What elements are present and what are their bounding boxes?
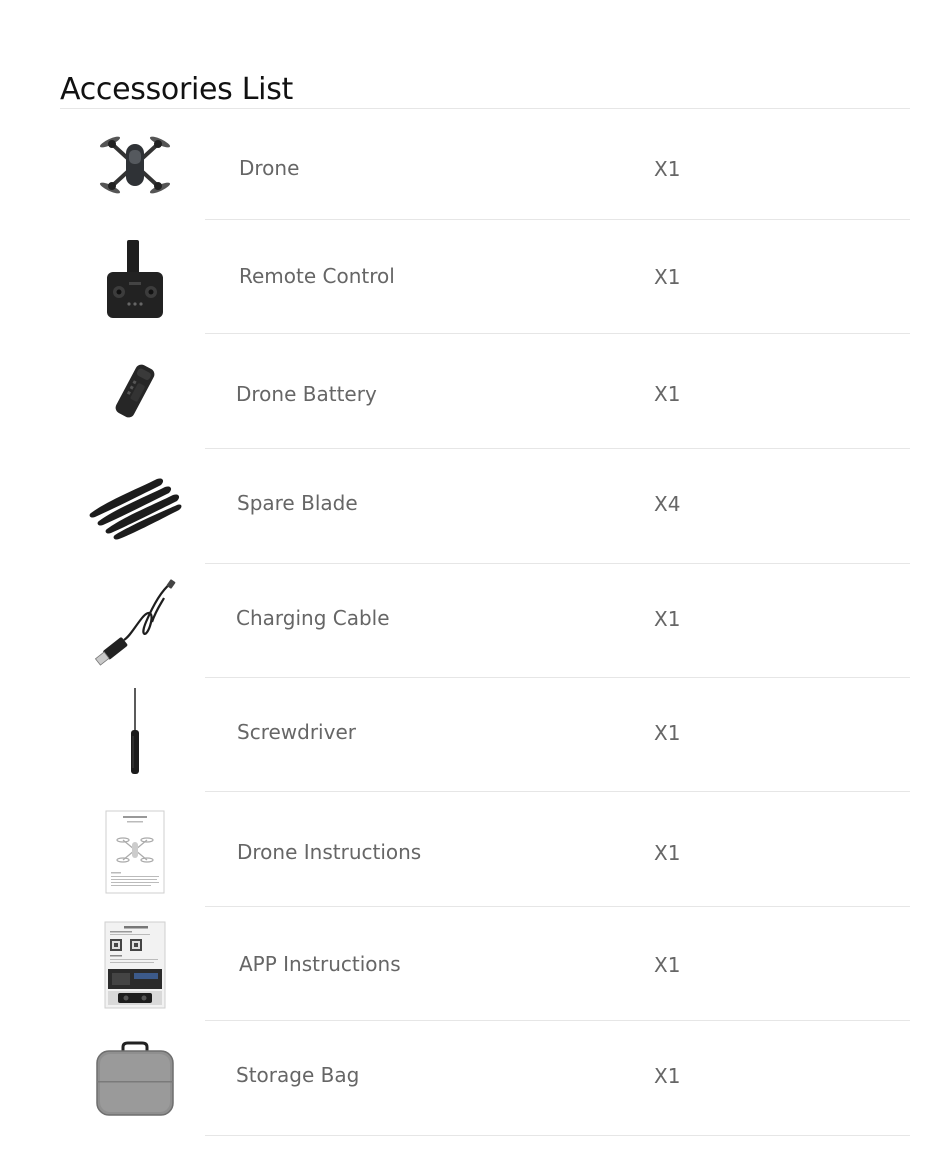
item-name: Screwdriver xyxy=(237,720,356,744)
item-quantity: X1 xyxy=(654,721,681,745)
list-item xyxy=(0,792,950,907)
list-item xyxy=(0,220,950,334)
list-item xyxy=(0,1021,950,1136)
item-name: Storage Bag xyxy=(236,1063,360,1087)
page-title: Accessories List xyxy=(60,72,293,108)
item-quantity: X4 xyxy=(654,492,681,516)
list-item xyxy=(0,110,950,220)
item-quantity: X1 xyxy=(654,1064,681,1088)
propeller-blades-icon xyxy=(80,471,190,541)
item-name: Drone xyxy=(239,156,300,180)
item-quantity: X1 xyxy=(654,607,681,631)
item-quantity: X1 xyxy=(654,953,681,977)
item-name: Spare Blade xyxy=(237,491,358,515)
item-quantity: X1 xyxy=(654,382,681,406)
list-item xyxy=(0,334,950,449)
item-name: Charging Cable xyxy=(236,606,390,630)
item-name: Drone Instructions xyxy=(237,840,422,864)
list-item xyxy=(0,449,950,564)
item-name: Remote Control xyxy=(239,264,395,288)
item-quantity: X1 xyxy=(654,265,681,289)
item-quantity: X1 xyxy=(654,841,681,865)
item-quantity: X1 xyxy=(654,157,681,181)
screwdriver-icon xyxy=(80,686,190,776)
row-divider xyxy=(205,1135,910,1136)
title-divider xyxy=(60,108,910,109)
list-item xyxy=(0,678,950,792)
drone-manual-icon xyxy=(80,810,190,894)
item-name: Drone Battery xyxy=(236,382,377,406)
item-name: APP Instructions xyxy=(239,952,401,976)
drone-icon xyxy=(80,130,190,200)
battery-icon xyxy=(80,358,190,424)
remote-control-icon xyxy=(80,238,190,322)
list-item xyxy=(0,907,950,1021)
app-manual-icon xyxy=(80,921,190,1009)
storage-bag-icon xyxy=(80,1041,190,1119)
usb-cable-icon xyxy=(80,578,190,668)
list-item xyxy=(0,564,950,678)
